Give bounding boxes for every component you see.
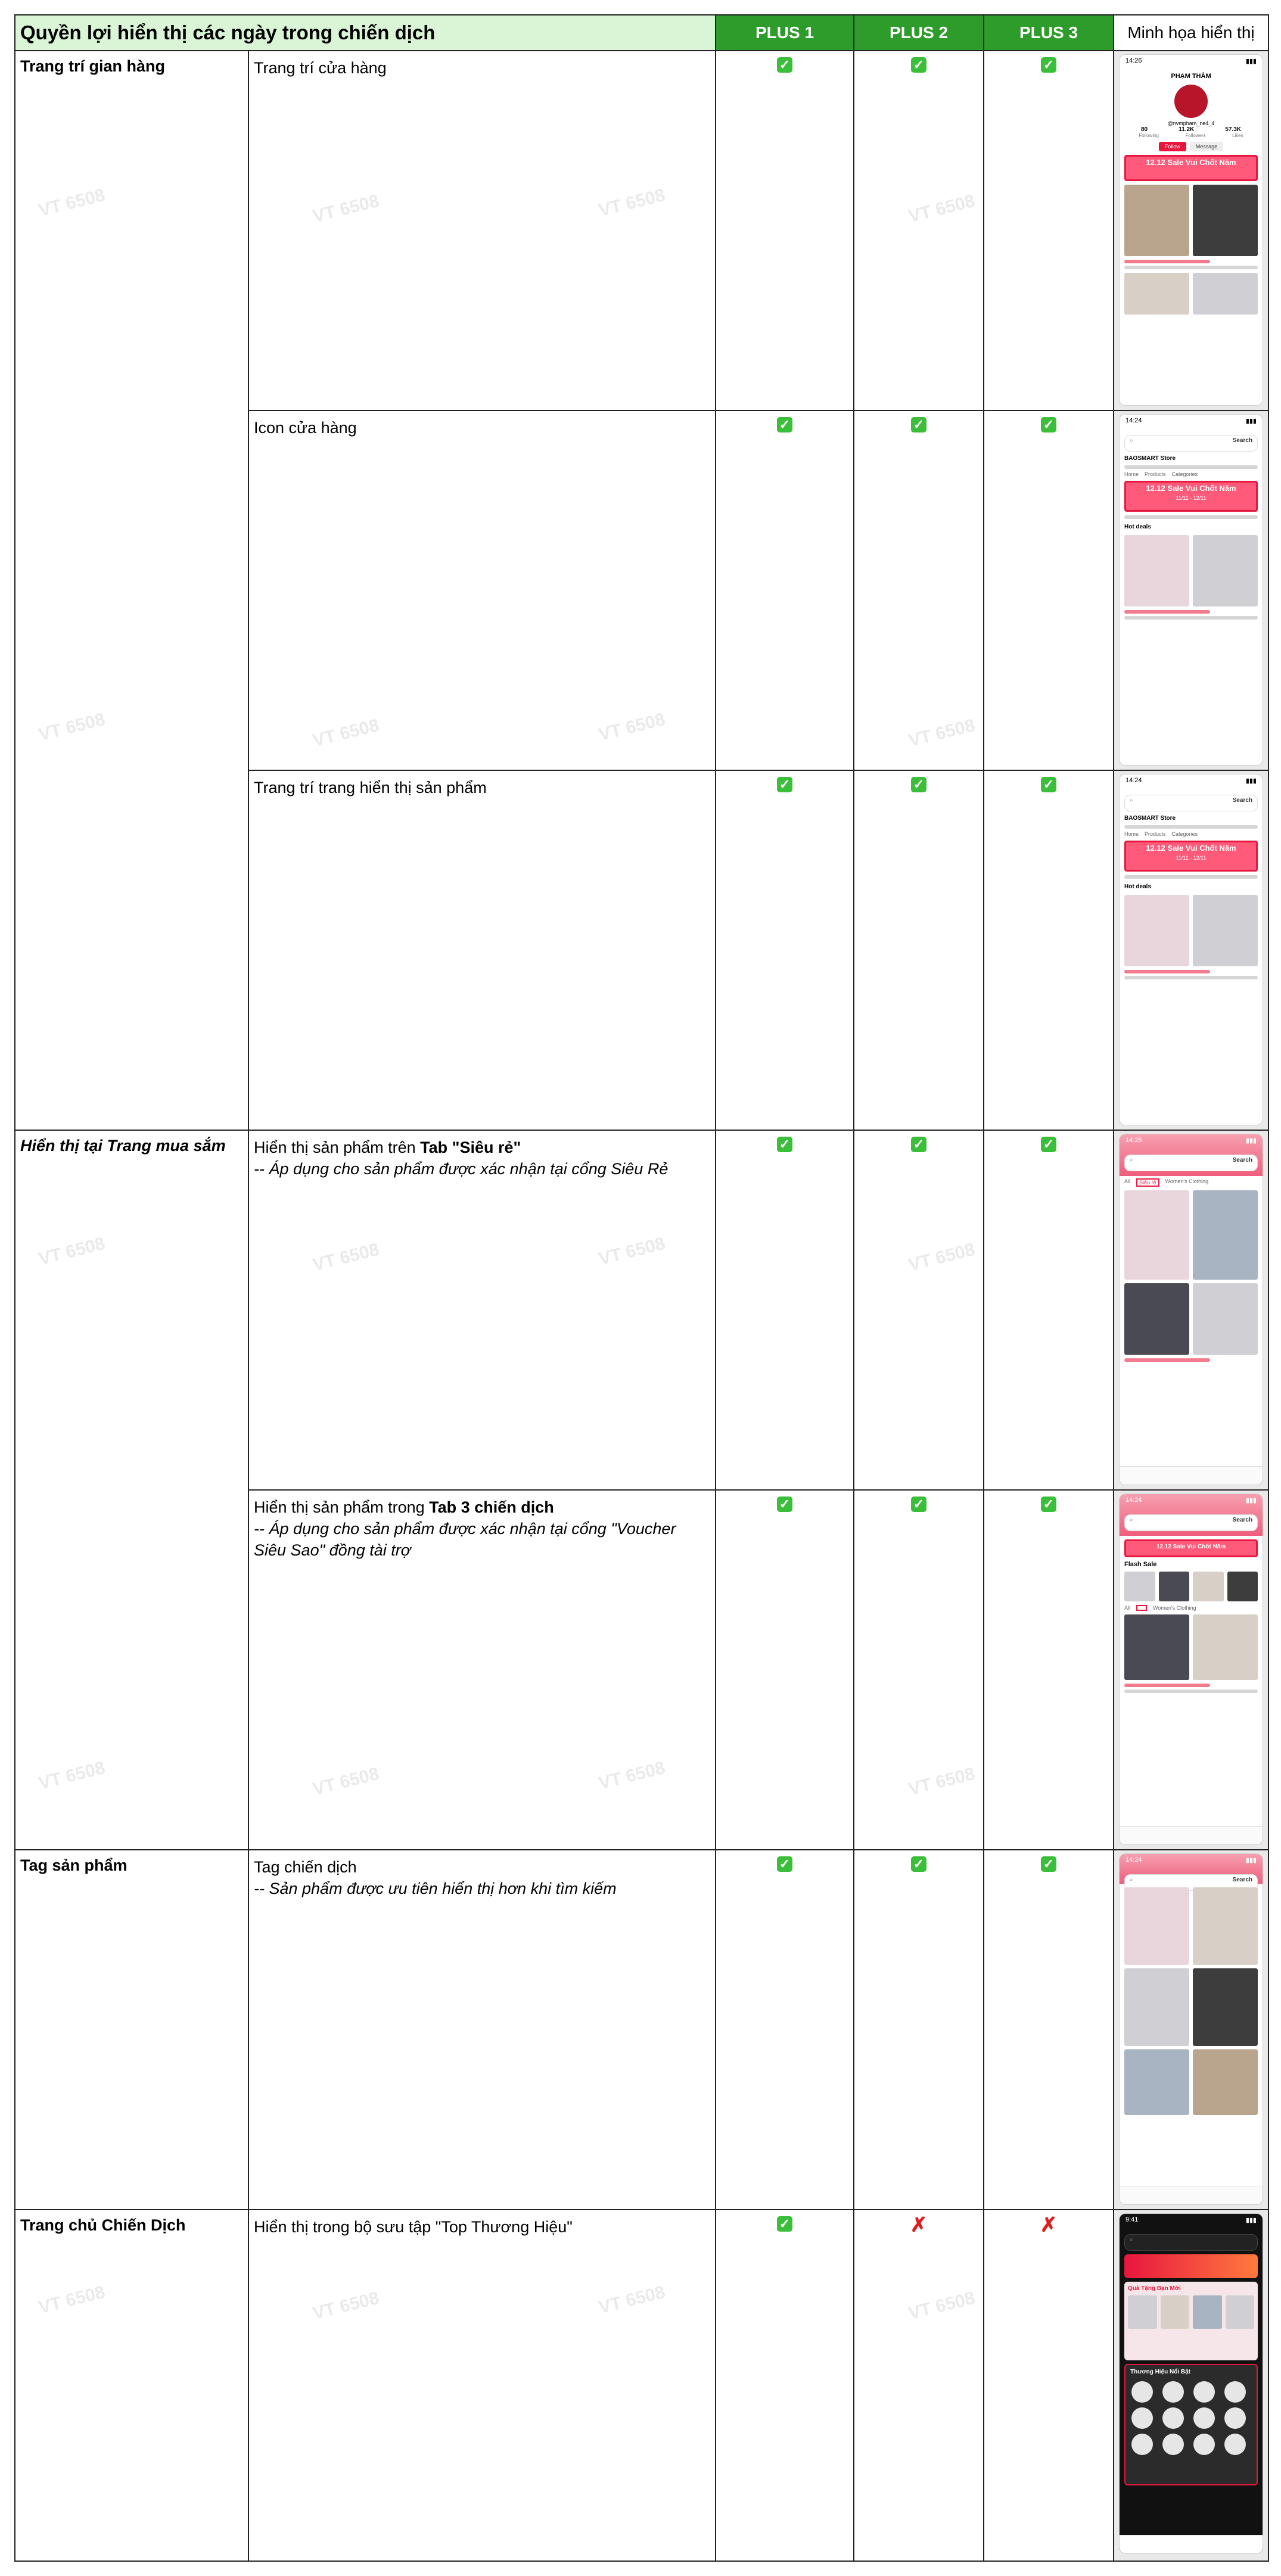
product-image bbox=[1124, 535, 1189, 606]
product-image bbox=[1124, 1887, 1189, 1965]
shop-handle: @nvmpham_ne4_4 bbox=[1167, 120, 1215, 126]
check-mark-icon: ✓ bbox=[911, 57, 926, 73]
table-row bbox=[15, 2210, 1268, 2561]
plus2-cell bbox=[854, 51, 984, 410]
new-user-gift bbox=[1124, 2282, 1258, 2360]
campaign-banner bbox=[1124, 841, 1258, 872]
status-time: 14:26 bbox=[1125, 1137, 1142, 1144]
watermark: VT 6508 bbox=[310, 1763, 381, 1800]
benefit-text: Hiển thị trong bộ sưu tập "Top Thương Hiệu" bbox=[254, 2218, 573, 2236]
search-button[interactable]: Search bbox=[1232, 797, 1252, 804]
watermark: VT 6508 bbox=[596, 1233, 667, 1270]
brand-logo[interactable] bbox=[1131, 2434, 1153, 2455]
shop-name: PHẠM THẮM bbox=[1171, 73, 1211, 80]
check-mark-icon: ✓ bbox=[777, 2216, 792, 2232]
product-image bbox=[1193, 273, 1258, 315]
check-mark-icon: ✓ bbox=[911, 1497, 926, 1512]
product-image bbox=[1193, 1572, 1224, 1601]
stat-label: Followers bbox=[1185, 133, 1206, 138]
product-image bbox=[1124, 185, 1189, 256]
brand-logo[interactable] bbox=[1162, 2434, 1184, 2455]
benefit-text: Icon cửa hàng bbox=[254, 419, 357, 437]
tab-products[interactable]: Products bbox=[1145, 831, 1166, 837]
benefit-text: Trang trí trang hiển thị sản phẩm bbox=[254, 779, 487, 797]
gift-title: Quà Tặng Bạn Mới bbox=[1128, 2285, 1181, 2292]
plus1-cell bbox=[716, 770, 854, 1130]
product-image bbox=[1193, 1968, 1258, 2046]
plus3-cell bbox=[984, 1130, 1114, 1490]
search-icon: ⌕ bbox=[1130, 2236, 1133, 2243]
promo-strip bbox=[1124, 2254, 1258, 2278]
campaign-tab-mockup bbox=[1120, 1494, 1263, 1844]
category-tabs bbox=[1124, 1605, 1258, 1611]
product-page-mockup bbox=[1120, 774, 1263, 1125]
store-tabs bbox=[1124, 471, 1258, 477]
benefits-table bbox=[14, 14, 1269, 2562]
category-cell: Hiển thị tại Trang mua sắm bbox=[15, 1130, 248, 1850]
table-row bbox=[15, 1130, 1268, 1490]
benefit-note: -- Áp dụng cho sản phẩm được xác nhận tại cổng "Voucher Siêu Sao" đồng tài trợ bbox=[254, 1520, 676, 1559]
search-icon: ⌕ bbox=[1130, 437, 1133, 444]
bottom-nav bbox=[1120, 1466, 1263, 1485]
flash-sale-title: Flash Sale bbox=[1124, 1561, 1157, 1568]
message-button[interactable]: Message bbox=[1190, 142, 1224, 151]
benefit-description bbox=[248, 51, 716, 410]
watermark: VT 6508 bbox=[596, 709, 667, 745]
watermark: VT 6508 bbox=[596, 2282, 667, 2318]
check-mark-icon: ✓ bbox=[777, 777, 792, 792]
signal-icon: ▮▮▮ bbox=[1245, 418, 1257, 425]
status-time: 14:24 bbox=[1125, 1856, 1142, 1863]
campaign-benefits-sheet bbox=[14, 14, 1268, 2562]
signal-icon: ▮▮▮ bbox=[1245, 777, 1257, 785]
product-image bbox=[1124, 1614, 1189, 1680]
plus3-cell bbox=[984, 770, 1114, 1130]
benefit-note: -- Sản phẩm được ưu tiên hiển thị hơn khi tìm kiếm bbox=[254, 1880, 617, 1897]
tab-campaign[interactable] bbox=[1136, 1605, 1147, 1611]
brand-logo[interactable] bbox=[1224, 2434, 1246, 2455]
table-row bbox=[15, 51, 1268, 410]
search-button[interactable]: Search bbox=[1232, 437, 1252, 444]
shop-stats bbox=[1120, 126, 1263, 133]
banner-dates: 11/11 - 12/11 bbox=[1176, 495, 1207, 501]
benefit-description bbox=[248, 410, 716, 770]
watermark: VT 6508 bbox=[906, 715, 977, 751]
watermark: VT 6508 bbox=[906, 2288, 977, 2324]
product-image bbox=[1193, 535, 1258, 606]
banner-title: 12.12 Sale Vui Chốt Năm bbox=[1146, 484, 1236, 493]
watermark: VT 6508 bbox=[310, 715, 381, 751]
check-mark-icon: ✓ bbox=[777, 1497, 792, 1512]
brand-logo[interactable] bbox=[1131, 2381, 1153, 2403]
product-image bbox=[1124, 1572, 1155, 1601]
brands-title: Thương Hiệu Nổi Bật bbox=[1130, 2369, 1191, 2375]
plus3-cell bbox=[984, 2210, 1114, 2561]
stat-followers: 11.2K bbox=[1179, 126, 1195, 133]
product-image bbox=[1226, 2295, 1255, 2329]
status-time: 14:24 bbox=[1125, 777, 1142, 784]
search-button[interactable]: Search bbox=[1232, 1517, 1252, 1523]
watermark: VT 6508 bbox=[906, 191, 977, 227]
plus1-header: PLUS 1 bbox=[716, 15, 854, 51]
product-image bbox=[1124, 2049, 1189, 2115]
product-image bbox=[1124, 895, 1189, 966]
plus2-cell bbox=[854, 410, 984, 770]
benefit-note: -- Áp dụng cho sản phẩm được xác nhận tại cổng Siêu Rẻ bbox=[254, 1160, 669, 1178]
product-image bbox=[1128, 2295, 1157, 2329]
search-bar[interactable] bbox=[1124, 1514, 1258, 1531]
plus1-cell bbox=[716, 1130, 854, 1490]
search-bar[interactable] bbox=[1124, 795, 1258, 811]
store-tabs bbox=[1124, 831, 1258, 837]
product-image bbox=[1124, 1190, 1189, 1280]
check-mark-icon: ✓ bbox=[911, 417, 926, 433]
hot-deals-title: Hot deals bbox=[1124, 883, 1152, 890]
cross-mark-icon: ✗ bbox=[1040, 2214, 1058, 2236]
illustration-cell bbox=[1114, 1130, 1268, 1490]
illustration-cell bbox=[1114, 51, 1268, 410]
product-image bbox=[1161, 2295, 1190, 2329]
watermark: VT 6508 bbox=[36, 185, 107, 221]
category-cell: Trang trí gian hàng bbox=[15, 51, 248, 1130]
search-icon: ⌕ bbox=[1130, 1157, 1133, 1163]
brand-logo[interactable] bbox=[1193, 2381, 1215, 2403]
search-icon: ⌕ bbox=[1130, 797, 1133, 804]
brand-logo[interactable] bbox=[1162, 2381, 1184, 2403]
plus3-cell bbox=[984, 410, 1114, 770]
check-mark-icon: ✓ bbox=[1041, 1137, 1056, 1152]
plus1-cell bbox=[716, 1850, 854, 2210]
signal-icon: ▮▮▮ bbox=[1245, 1497, 1257, 1504]
product-tag-mockup bbox=[1120, 1854, 1263, 2204]
plus2-cell bbox=[854, 2210, 984, 2561]
product-image bbox=[1227, 1572, 1258, 1601]
plus2-cell bbox=[854, 1130, 984, 1490]
avatar bbox=[1174, 85, 1208, 118]
benefit-description bbox=[248, 1490, 716, 1850]
shop-tab-mockup bbox=[1120, 1134, 1263, 1485]
check-mark-icon: ✓ bbox=[911, 777, 926, 792]
product-image bbox=[1193, 2295, 1222, 2329]
store-name: BAOSMART Store bbox=[1124, 455, 1176, 462]
campaign-home-mockup bbox=[1120, 2214, 1263, 2553]
cross-mark-icon: ✗ bbox=[910, 2214, 928, 2236]
search-bar[interactable] bbox=[1124, 1155, 1258, 1171]
status-time: 14:24 bbox=[1125, 417, 1142, 424]
watermark: VT 6508 bbox=[310, 1239, 381, 1275]
status-time: 14:24 bbox=[1125, 1497, 1142, 1504]
shop-profile-mockup bbox=[1120, 55, 1263, 405]
benefit-description bbox=[248, 770, 716, 1130]
campaign-banner: 12.12 Sale Vui Chốt Năm bbox=[1124, 155, 1258, 181]
watermark: VT 6508 bbox=[36, 1757, 107, 1794]
check-mark-icon: ✓ bbox=[911, 1856, 926, 1872]
check-mark-icon: ✓ bbox=[1041, 57, 1056, 73]
plus2-cell bbox=[854, 1850, 984, 2210]
category-tabs bbox=[1124, 1178, 1258, 1187]
plus1-cell bbox=[716, 2210, 854, 2561]
product-image bbox=[1193, 1283, 1258, 1355]
plus1-cell bbox=[716, 1490, 854, 1850]
tab-all[interactable]: All bbox=[1124, 1605, 1131, 1611]
benefit-text: Trang trí cửa hàng bbox=[254, 59, 387, 77]
hot-deals-title: Hot deals bbox=[1124, 524, 1152, 530]
campaign-banner: 12.12 Sale Vui Chốt Năm bbox=[1124, 1539, 1258, 1557]
product-image bbox=[1124, 273, 1189, 315]
brand-logo[interactable] bbox=[1193, 2434, 1215, 2455]
bottom-nav bbox=[1120, 2535, 1263, 2553]
stat-label: Likes bbox=[1232, 133, 1243, 138]
stat-label: Following bbox=[1139, 133, 1159, 138]
store-icon-mockup bbox=[1120, 415, 1263, 765]
plus3-cell bbox=[984, 51, 1114, 410]
search-button[interactable]: Search bbox=[1232, 1877, 1252, 1883]
plus3-header: PLUS 3 bbox=[984, 15, 1114, 51]
check-mark-icon: ✓ bbox=[1041, 777, 1056, 792]
top-brands-collection bbox=[1124, 2364, 1258, 2485]
banner-title: 12.12 Sale Vui Chốt Năm bbox=[1146, 844, 1236, 853]
check-mark-icon: ✓ bbox=[777, 417, 792, 433]
benefit-description bbox=[248, 1130, 716, 1490]
watermark: VT 6508 bbox=[36, 2282, 107, 2318]
check-mark-icon: ✓ bbox=[1041, 1856, 1056, 1872]
check-mark-icon: ✓ bbox=[1041, 417, 1056, 433]
plus2-cell bbox=[854, 770, 984, 1130]
brand-logo[interactable] bbox=[1224, 2407, 1246, 2429]
search-bar[interactable] bbox=[1124, 2234, 1258, 2251]
watermark: VT 6508 bbox=[310, 2288, 381, 2324]
banner-dates: 11/11 - 12/11 bbox=[1176, 855, 1207, 861]
tab-womens-clothing[interactable]: Women's Clothing bbox=[1165, 1178, 1209, 1184]
product-image bbox=[1193, 2049, 1258, 2115]
tab-categories[interactable]: Categories bbox=[1171, 471, 1198, 477]
tab-products[interactable]: Products bbox=[1145, 471, 1166, 477]
search-icon: ⌕ bbox=[1130, 1877, 1133, 1883]
tab-womens-clothing[interactable]: Women's Clothing bbox=[1153, 1605, 1196, 1611]
plus3-cell bbox=[984, 1490, 1114, 1850]
watermark: VT 6508 bbox=[36, 709, 107, 745]
tab-all[interactable]: All bbox=[1124, 1178, 1131, 1184]
search-button[interactable]: Search bbox=[1232, 1157, 1252, 1163]
check-mark-icon: ✓ bbox=[777, 57, 792, 73]
table-title: Quyền lợi hiển thị các ngày trong chiến dịch bbox=[15, 15, 716, 51]
brand-logo[interactable] bbox=[1193, 2407, 1215, 2429]
follow-button[interactable]: Follow bbox=[1159, 142, 1186, 151]
check-mark-icon: ✓ bbox=[1041, 1497, 1056, 1512]
product-image bbox=[1193, 1887, 1258, 1965]
signal-icon: ▮▮▮ bbox=[1245, 58, 1257, 65]
status-time: 9:41 bbox=[1125, 2216, 1139, 2223]
tab-home[interactable]: Home bbox=[1124, 471, 1139, 477]
plus2-cell bbox=[854, 1490, 984, 1850]
tab-sieu-re[interactable]: Siêu rẻ bbox=[1136, 1178, 1159, 1187]
benefit-description bbox=[248, 1850, 716, 2210]
bottom-nav bbox=[1120, 2186, 1263, 2204]
plus2-header: PLUS 2 bbox=[854, 15, 984, 51]
tab-home[interactable]: Home bbox=[1124, 831, 1139, 837]
benefit-text: Hiển thị sản phẩm trong bbox=[254, 1498, 430, 1516]
category-cell: Trang chủ Chiến Dịch bbox=[15, 2210, 248, 2561]
check-mark-icon: ✓ bbox=[777, 1856, 792, 1872]
watermark: VT 6508 bbox=[906, 1763, 977, 1800]
watermark: VT 6508 bbox=[906, 1239, 977, 1275]
search-bar[interactable] bbox=[1124, 435, 1258, 452]
watermark: VT 6508 bbox=[596, 1757, 667, 1794]
check-mark-icon: ✓ bbox=[911, 1137, 926, 1152]
product-image bbox=[1193, 895, 1258, 966]
benefit-text-bold: Tab 3 chiến dịch bbox=[429, 1498, 554, 1516]
search-icon: ⌕ bbox=[1130, 1517, 1133, 1523]
tab-categories[interactable]: Categories bbox=[1171, 831, 1198, 837]
signal-icon: ▮▮▮ bbox=[1245, 1137, 1257, 1144]
watermark: VT 6508 bbox=[310, 191, 381, 227]
watermark: VT 6508 bbox=[596, 185, 667, 221]
illustration-header: Minh họa hiển thị bbox=[1114, 15, 1268, 51]
benefit-description bbox=[248, 2210, 716, 2561]
watermark: VT 6508 bbox=[36, 1233, 107, 1270]
signal-icon: ▮▮▮ bbox=[1245, 1857, 1257, 1864]
product-image bbox=[1124, 1283, 1189, 1355]
brand-logo[interactable] bbox=[1162, 2407, 1184, 2429]
bottom-nav bbox=[1120, 1826, 1263, 1844]
brand-logo[interactable] bbox=[1131, 2407, 1153, 2429]
product-image bbox=[1124, 1968, 1189, 2046]
product-image bbox=[1193, 185, 1258, 256]
plus1-cell bbox=[716, 410, 854, 770]
stat-following: 80 bbox=[1141, 126, 1148, 133]
brand-logo[interactable] bbox=[1224, 2381, 1246, 2403]
plus3-cell bbox=[984, 1850, 1114, 2210]
illustration-cell bbox=[1114, 410, 1268, 770]
illustration-cell bbox=[1114, 1490, 1268, 1850]
header-row bbox=[15, 15, 1268, 51]
product-image bbox=[1193, 1190, 1258, 1280]
benefit-text-bold: Tab "Siêu rẻ" bbox=[420, 1138, 521, 1156]
category-cell: Tag sản phẩm bbox=[15, 1850, 248, 2210]
check-mark-icon: ✓ bbox=[777, 1137, 792, 1152]
stat-likes: 57.3K bbox=[1225, 126, 1241, 133]
signal-icon: ▮▮▮ bbox=[1245, 2217, 1257, 2224]
benefit-text: Tag chiến dịch bbox=[254, 1858, 357, 1876]
status-time: 14:26 bbox=[1125, 57, 1142, 64]
illustration-cell bbox=[1114, 2210, 1268, 2561]
illustration-cell bbox=[1114, 1850, 1268, 2210]
illustration-cell bbox=[1114, 770, 1268, 1130]
store-name: BAOSMART Store bbox=[1124, 815, 1176, 822]
plus1-cell bbox=[716, 51, 854, 410]
campaign-banner bbox=[1124, 481, 1258, 512]
product-image bbox=[1193, 1614, 1258, 1680]
benefit-text: Hiển thị sản phẩm trên bbox=[254, 1138, 421, 1156]
table-row bbox=[15, 1850, 1268, 2210]
product-image bbox=[1159, 1572, 1190, 1601]
